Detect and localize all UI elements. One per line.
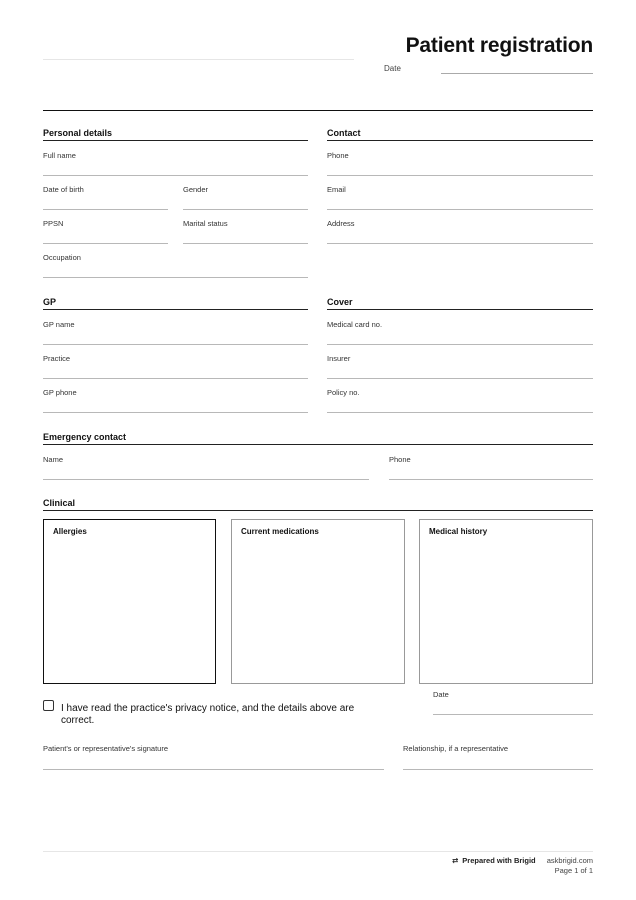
gp-name-field[interactable] [43,344,308,345]
ppsn-label: PPSN [43,219,64,228]
footer-site-link[interactable]: askbrigid.com [546,856,593,865]
header-divider [43,110,593,111]
occupation-field[interactable] [43,277,308,278]
insurer-label: Insurer [327,354,351,363]
policy-no-field[interactable] [327,412,593,413]
consent-checkbox[interactable] [43,700,54,711]
policy-no-label: Policy no. [327,388,360,397]
section-rule-personal-details [43,140,308,141]
footer-prepared-text: Prepared with Brigid [462,856,536,865]
logo-placeholder-line [43,59,354,60]
section-rule-emergency-contact [43,444,593,445]
section-title-emergency-contact: Emergency contact [43,432,127,442]
footer-divider [43,851,593,852]
section-title-personal-details: Personal details [43,128,113,138]
contact-phone-field[interactable] [327,175,593,176]
footer-page-number: Page 1 of 1 [554,866,593,875]
section-rule-clinical [43,510,593,511]
full-name-field[interactable] [43,175,308,176]
practice-label: Practice [43,354,71,363]
email-label: Email [327,185,346,194]
insurer-field[interactable] [327,378,593,379]
section-rule-cover [327,309,593,310]
medical-card-no-field[interactable] [327,344,593,345]
signature-label: Patient's or representative's signature [43,744,169,753]
address-field[interactable] [327,243,593,244]
emergency-name-label: Name [43,455,64,464]
marital-status-field[interactable] [183,243,308,244]
emergency-phone-field[interactable] [389,479,593,480]
section-title-cover: Cover [327,297,353,307]
gp-phone-field[interactable] [43,412,308,413]
ppsn-field[interactable] [43,243,168,244]
consent-date-field[interactable] [433,714,593,715]
consent-date-label: Date [433,690,449,699]
signature-field[interactable] [43,769,384,770]
allergies-textarea[interactable] [43,519,216,684]
footer-prepared-with [452,856,536,865]
medical-history-label: Medical history [429,527,488,536]
section-title-gp: GP [43,297,57,307]
date-of-birth-field[interactable] [43,209,168,210]
full-name-label: Full name [43,151,76,160]
occupation-label: Occupation [43,253,81,262]
medical-history-textarea[interactable] [419,519,593,684]
contact-phone-label: Phone [327,151,349,160]
section-title-clinical: Clinical [43,498,76,508]
emergency-phone-label: Phone [389,455,411,464]
page-title: Patient registration [405,34,593,57]
section-rule-gp [43,309,308,310]
address-label: Address [327,219,355,228]
emergency-name-field[interactable] [43,479,369,480]
header-date-label: Date [384,64,401,73]
current-medications-textarea[interactable] [231,519,405,684]
section-rule-contact [327,140,593,141]
gp-name-label: GP name [43,320,75,329]
consent-text: I have read the practice's privacy notice, and the details above are correct. [61,703,355,726]
email-field[interactable] [327,209,593,210]
gp-phone-label: GP phone [43,388,77,397]
allergies-label: Allergies [53,527,87,536]
medical-card-no-label: Medical card no. [327,320,383,329]
practice-field[interactable] [43,378,308,379]
marital-status-label: Marital status [183,219,228,228]
date-of-birth-label: Date of birth [43,185,84,194]
gender-label: Gender [183,185,209,194]
current-medications-label: Current medications [241,527,319,536]
relationship-label: Relationship, if a representative [403,744,509,753]
relationship-field[interactable] [403,769,593,770]
gender-field[interactable] [183,209,308,210]
header-date-field[interactable] [441,73,593,74]
section-title-contact: Contact [327,128,361,138]
brigid-logo-icon: ⇄ [452,856,459,865]
